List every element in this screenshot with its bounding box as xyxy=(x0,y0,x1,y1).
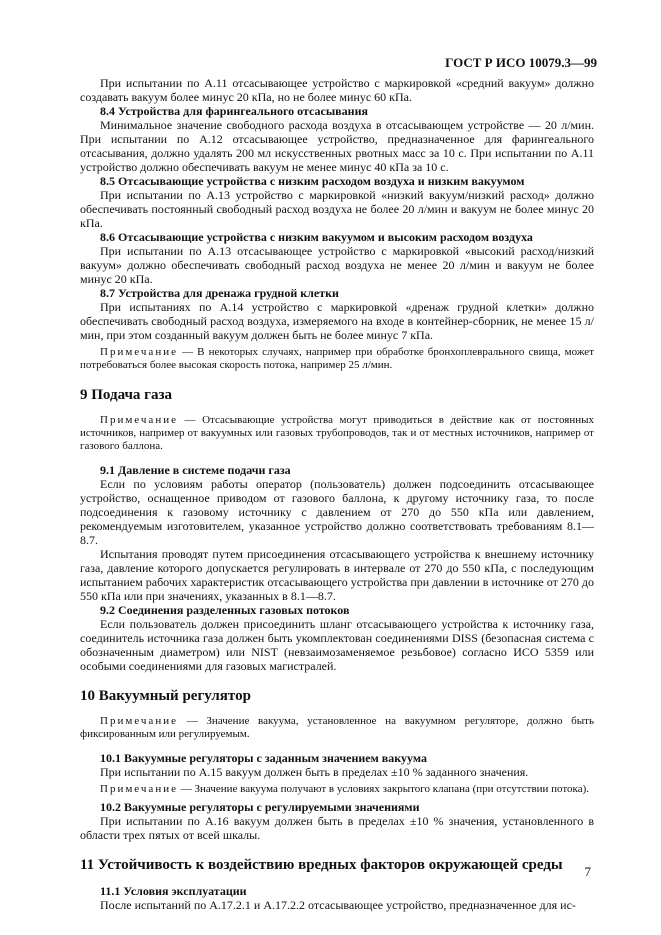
section-heading-11: 11 Устойчивость к воздействию вредных факторов окружающей среды xyxy=(80,857,563,873)
subsection-heading-8-7: 8.7 Устройства для дренажа грудной клетки xyxy=(100,286,339,300)
document-body xyxy=(80,76,594,912)
paragraph: При испытании по А.15 вакуум должен быть в пределах ±10 % заданного значения. xyxy=(100,765,529,779)
note: Примечание — Значение вакуума, установленное на вакуумном регуляторе, должно быть фиксированным или регулируемым. xyxy=(80,715,594,740)
subsection-heading-8-5: 8.5 Отсасывающие устройства с низким расходом воздуха и низким вакуумом xyxy=(100,174,525,188)
paragraph: Если по условиям работы оператор (пользователь) должен подсоединить отсасывающее устройство, оснащенное приводом от газового баллона, к другому источнику газа, то после подсоединения к газовому источнику с давлением от 270 до 550 кПа или давлением, рекомендуемым изготовителем, указанное устройство должно соответствовать требованиям 8.1—8.7. xyxy=(80,477,594,547)
page-number: 7 xyxy=(584,864,591,879)
document-header: ГОСТ Р ИСО 10079.3—99 xyxy=(445,55,597,70)
paragraph: Если пользователь должен присоединить шланг отсасывающего устройства к источнику газа, соединитель источника газа должен быть укомплектован соединениями DISS (безопасная система с обозначенным диаметром) или NIST (невзаимозаменяемое резьбовое) согласно ИСО 5359 или особыми соединениями для газовых магистралей. xyxy=(80,617,594,673)
section-heading-10: 10 Вакуумный регулятор xyxy=(80,688,251,704)
paragraph: При испытаниях по А.14 устройство с маркировкой «дренаж грудной клетки» должно обеспечивать свободный расход воздуха, измеряемого на входе в контейнер-сборник, не менее 15 л/мин, при этом созданный вакуум должен быть не более минус 7 кПа. xyxy=(80,300,594,342)
paragraph: После испытаний по А.17.2.1 и А.17.2.2 отсасывающее устройство, предназначенное для ис- xyxy=(100,898,576,912)
paragraph: При испытании по А.13 отсасывающее устройство с маркировкой «высокий расход/низкий вакуум» должно обеспечивать свободный расход воздуха не менее 20 л/мин и вакуум не более минус 20 кПа. xyxy=(80,244,594,286)
paragraph: При испытании по А.11 отсасывающее устройство с маркировкой «средний вакуум» должно создавать вакуум более минус 20 кПа, но не более минус 60 кПа. xyxy=(80,76,594,104)
paragraph: При испытании по А.16 вакуум должен быть в пределах ±10 % значения, установленного в области трех пятых от всей шкалы. xyxy=(80,814,594,842)
subsection-heading-9-1: 9.1 Давление в системе подачи газа xyxy=(100,463,291,477)
note: Примечание — Отсасывающие устройства могут приводиться в действие как от постоянных источников, например от вакуумных или газовых трубопроводов, так и от местных источников, например от газового баллона. xyxy=(80,414,594,452)
subsection-heading-10-2: 10.2 Вакуумные регуляторы с регулируемыми значениями xyxy=(100,800,420,814)
paragraph: Испытания проводят путем присоединения отсасывающего устройства к внешнему источнику газа, давление которого допускается регулировать в интервале от 270 до 550 кПа, с последующим испытанием рабочих характеристик отсасывающего устройства при давлении в источнике от 270 до 550 кПа или при значениях, указанных в 8.1—8.7. xyxy=(80,547,594,603)
paragraph: Минимальное значение свободного расхода воздуха в отсасывающем устройстве — 20 л/мин. При испытании по А.12 отсасывающее устройство, предназначенное для фарингеального отсасывания, должно удалять 200 мл искусственных рвотных масс за 10 с. При испытании по А.11 устройство должно обеспечивать вакуум не менее минус 40 кПа за 10 с. xyxy=(80,118,594,174)
subsection-heading-8-4: 8.4 Устройства для фарингеального отсасывания xyxy=(100,104,368,118)
section-heading-9: 9 Подача газа xyxy=(80,387,173,403)
subsection-heading-9-2: 9.2 Соединения разделенных газовых потоков xyxy=(100,603,350,617)
subsection-heading-11-1: 11.1 Условия эксплуатации xyxy=(100,884,247,898)
note: Примечание — В некоторых случаях, например при обработке бронхоплеврального свища, может потребоваться более высокая скорость потока, например 25 л/мин. xyxy=(80,346,594,371)
subsection-heading-8-6: 8.6 Отсасывающие устройства с низким вакуумом и высоким расходом воздуха xyxy=(100,230,533,244)
paragraph: При испытании по А.13 устройство с маркировкой «низкий вакуум/низкий расход» должно обеспечивать постоянный свободный расход воздуха не более 20 л/мин и вакуум не более минус 20 кПа. xyxy=(80,188,594,230)
note: Примечание — Значение вакуума получают в условиях закрытого клапана (при отсутствии потока). xyxy=(100,783,590,795)
subsection-heading-10-1: 10.1 Вакуумные регуляторы с заданным значением вакуума xyxy=(100,751,427,765)
